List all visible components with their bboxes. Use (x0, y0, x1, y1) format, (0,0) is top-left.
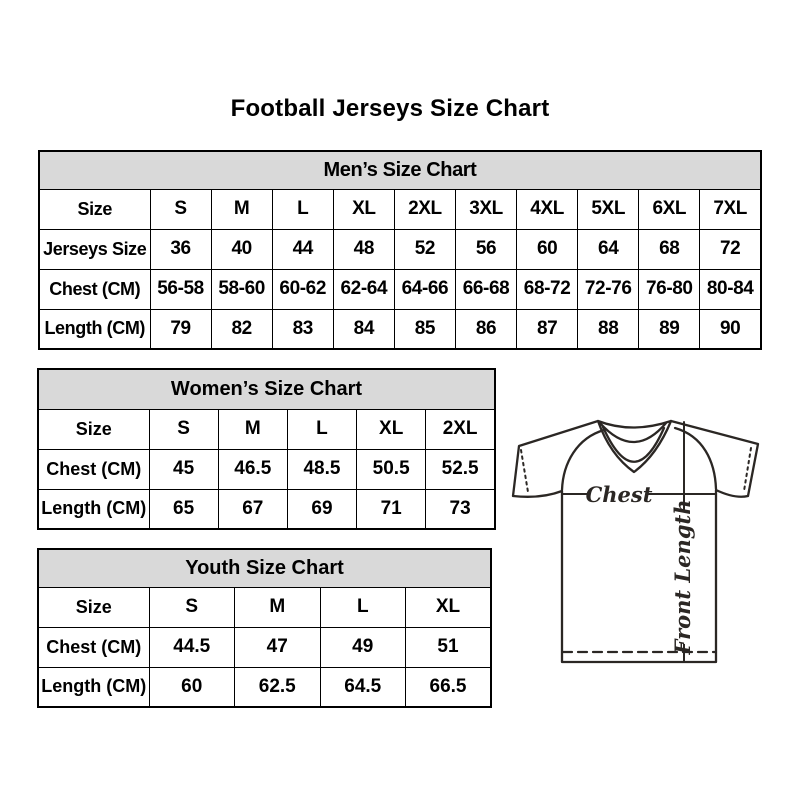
value-cell: 3XL (455, 189, 516, 229)
value-cell: 45 (149, 449, 218, 489)
value-cell: 68 (639, 229, 700, 269)
table-row (39, 189, 761, 229)
value-cell: 66.5 (406, 667, 492, 707)
table-row (38, 627, 491, 667)
value-cell: 80-84 (700, 269, 761, 309)
row-label-cell: Length (CM) (38, 489, 149, 529)
value-cell: 76-80 (639, 269, 700, 309)
value-cell: 51 (406, 627, 492, 667)
value-cell: 83 (272, 309, 333, 349)
value-cell: 86 (455, 309, 516, 349)
womens-size-table (37, 368, 496, 530)
youth-size-table (37, 548, 492, 708)
table-row (39, 309, 761, 349)
jersey-outline (513, 421, 758, 662)
value-cell: 64-66 (394, 269, 455, 309)
value-cell: 7XL (700, 189, 761, 229)
value-cell: S (149, 587, 235, 627)
value-cell: 84 (333, 309, 394, 349)
value-cell: 69 (287, 489, 356, 529)
value-cell: 90 (700, 309, 761, 349)
value-cell: 62.5 (235, 667, 321, 707)
row-label-cell: Size (38, 587, 149, 627)
table-title: Youth Size Chart (38, 549, 491, 587)
value-cell: 44.5 (149, 627, 235, 667)
value-cell: 67 (218, 489, 287, 529)
value-cell: S (149, 409, 218, 449)
value-cell: 44 (272, 229, 333, 269)
value-cell: 58-60 (211, 269, 272, 309)
value-cell: 79 (150, 309, 211, 349)
value-cell: 71 (357, 489, 426, 529)
page-title: Football Jerseys Size Chart (230, 95, 550, 122)
value-cell: 6XL (639, 189, 700, 229)
mens-size-table (38, 150, 762, 350)
value-cell: M (235, 587, 321, 627)
value-cell: 64.5 (320, 667, 406, 707)
value-cell: 85 (394, 309, 455, 349)
value-cell: 82 (211, 309, 272, 349)
value-cell: 68-72 (517, 269, 578, 309)
value-cell: 4XL (517, 189, 578, 229)
value-cell: L (320, 587, 406, 627)
value-cell: M (218, 409, 287, 449)
value-cell: L (272, 189, 333, 229)
row-label-cell: Chest (CM) (39, 269, 150, 309)
value-cell: 60 (149, 667, 235, 707)
value-cell: 56 (455, 229, 516, 269)
row-label-cell: Length (CM) (38, 667, 149, 707)
value-cell: 36 (150, 229, 211, 269)
size-table (38, 150, 762, 350)
table-row (38, 449, 495, 489)
size-table (37, 368, 496, 530)
value-cell: S (150, 189, 211, 229)
value-cell: 60 (517, 229, 578, 269)
value-cell: 89 (639, 309, 700, 349)
size-table (37, 548, 492, 708)
value-cell: 56-58 (150, 269, 211, 309)
value-cell: 88 (578, 309, 639, 349)
table-row (39, 229, 761, 269)
row-label-cell: Size (39, 189, 150, 229)
value-cell: 65 (149, 489, 218, 529)
value-cell: L (287, 409, 356, 449)
table-row (38, 409, 495, 449)
value-cell: 49 (320, 627, 406, 667)
row-label-cell: Chest (CM) (38, 449, 149, 489)
jersey-diagram (505, 417, 767, 667)
value-cell: 66-68 (455, 269, 516, 309)
front-length-label: Front Length (670, 499, 695, 655)
value-cell: 52.5 (426, 449, 495, 489)
row-label-cell: Length (CM) (39, 309, 150, 349)
table-title: Men’s Size Chart (39, 151, 761, 189)
row-label-cell: Jerseys Size (39, 229, 150, 269)
value-cell: 40 (211, 229, 272, 269)
value-cell: 5XL (578, 189, 639, 229)
value-cell: 87 (517, 309, 578, 349)
row-label-cell: Chest (CM) (38, 627, 149, 667)
value-cell: 62-64 (333, 269, 394, 309)
value-cell: 73 (426, 489, 495, 529)
table-row (39, 269, 761, 309)
value-cell: 46.5 (218, 449, 287, 489)
table-title: Women’s Size Chart (38, 369, 495, 409)
value-cell: 2XL (426, 409, 495, 449)
value-cell: 47 (235, 627, 321, 667)
value-cell: 72-76 (578, 269, 639, 309)
table-row (38, 489, 495, 529)
table-row (38, 587, 491, 627)
value-cell: 50.5 (357, 449, 426, 489)
value-cell: XL (357, 409, 426, 449)
row-label-cell: Size (38, 409, 149, 449)
value-cell: 48 (333, 229, 394, 269)
value-cell: M (211, 189, 272, 229)
value-cell: 72 (700, 229, 761, 269)
value-cell: 64 (578, 229, 639, 269)
value-cell: XL (333, 189, 394, 229)
table-row (38, 667, 491, 707)
value-cell: 48.5 (287, 449, 356, 489)
value-cell: XL (406, 587, 492, 627)
chest-label: Chest (585, 482, 653, 507)
value-cell: 2XL (394, 189, 455, 229)
value-cell: 52 (394, 229, 455, 269)
value-cell: 60-62 (272, 269, 333, 309)
